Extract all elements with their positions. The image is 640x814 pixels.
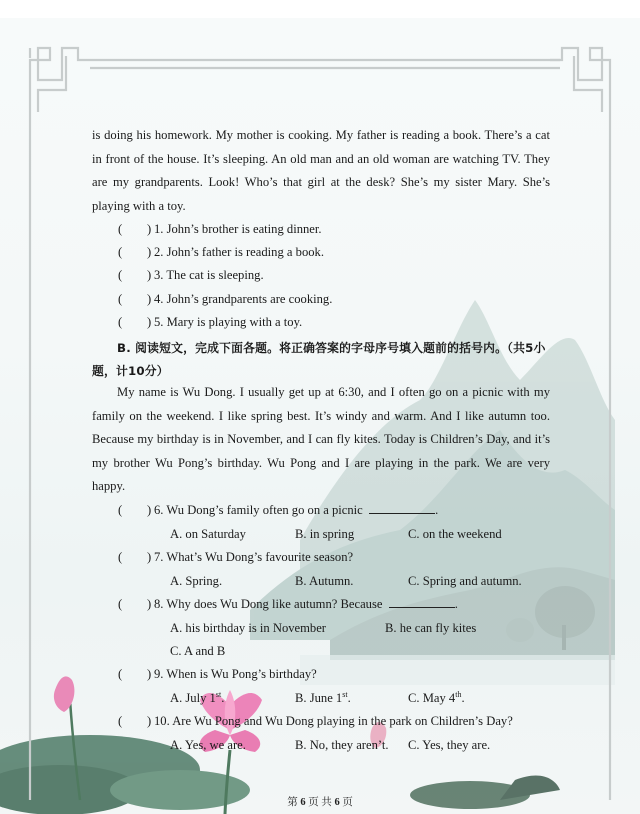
option-c: C. May 4th. [408, 690, 465, 705]
question-text: 9. When is Wu Pong’s birthday? [154, 667, 317, 681]
section-b-heading: B. 阅读短文，完成下面各题。将正确答案的字母序号填入题前的括号内。（共5小题，计10分） [92, 341, 546, 379]
total-pages: 6 [334, 797, 340, 808]
answer-blank [389, 596, 455, 608]
question-text: 3. The cat is sleeping. [154, 268, 264, 282]
option-c: C. on the weekend [408, 527, 502, 541]
question-text: 10. Are Wu Pong and Wu Dong playing in the park on Children’s Day? [154, 714, 513, 728]
question-text: 1. John’s brother is eating dinner. [154, 222, 322, 236]
option-b: B. June 1st. [295, 690, 351, 705]
option-a: A. July 1st. [170, 690, 225, 705]
passage-b-text: My name is Wu Dong. I usually get up at 6:30, and I often go on a picnic with my family on the weekend. I like spring best. It’s windy and warm. And I like autumn too. Because my birthday is in November, and I can fly kites. Today is Children’s Day, and it’s my brother Wu Pong’s birthday. Wu Pong and I are playing in the park. We are very happy. [92, 385, 550, 494]
option-a: A. on Saturday [170, 527, 246, 541]
question-text: 5. Mary is playing with a toy. [154, 315, 303, 329]
option-c: C. Yes, they are. [408, 738, 491, 752]
passage-a [92, 124, 550, 218]
question-text: 8. Why does Wu Dong like autumn? Because . [154, 597, 458, 611]
option-b: B. he can fly kites [385, 621, 477, 635]
option-a: A. Spring. [170, 574, 223, 588]
question-text: 2. John’s father is reading a book. [154, 245, 324, 259]
option-b: B. in spring [295, 527, 355, 541]
option-a: A. Yes, we are. [170, 738, 246, 752]
option-b: B. No, they aren’t. [295, 738, 389, 752]
option-c: C. Spring and autumn. [408, 574, 522, 588]
option-b: B. Autumn. [295, 574, 354, 588]
question-text: 6. Wu Dong’s family often go on a picnic . [154, 503, 439, 517]
passage-b [92, 381, 550, 499]
answer-blank [369, 502, 435, 514]
current-page: 6 [300, 797, 306, 808]
question-text: 7. What’s Wu Dong’s favourite season? [154, 550, 354, 564]
option-a: A. his birthday is in November [170, 621, 327, 635]
option-c: C. A and B [170, 644, 226, 658]
question-text: 4. John’s grandparents are cooking. [154, 292, 333, 306]
passage-a-text: is doing his homework. My mother is cooking. My father is reading a book. There’s a cat in front of the house. It’s sleeping. An old man and an old woman are watching TV. They are my grandparents. Look! Who’s that girl at the desk? She’s my sister Mary. She’s playing with a toy. [92, 128, 550, 213]
page-number-footer: 第 6 页 共 6 页 [287, 797, 353, 808]
